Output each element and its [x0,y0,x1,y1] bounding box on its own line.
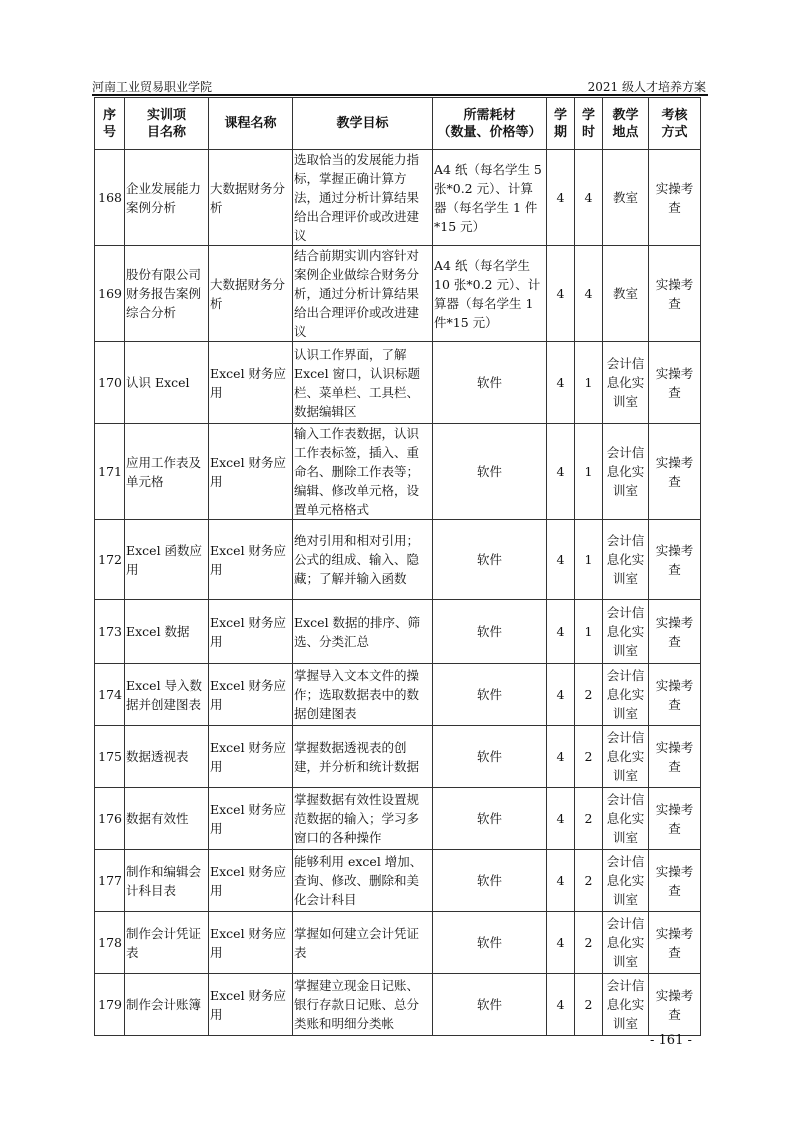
hours-cell: 2 [575,850,603,912]
hours-cell: 4 [575,246,603,342]
project-name-cell: Excel 导入数据并创建图表 [125,664,209,726]
hours-cell: 1 [575,342,603,424]
table-row [95,664,701,726]
table-row [95,342,701,424]
col-header-no: 序 号 [95,98,125,150]
table-header-row [95,98,701,150]
teaching-goal-cell: 结合前期实训内容针对案例企业做综合财务分析，通过分析计算结果给出合理评价或改进建议 [293,246,433,342]
place-cell: 会计信息化实训室 [603,424,649,520]
assessment-cell: 实操考查 [649,150,701,246]
project-name-cell: Excel 数据 [125,600,209,664]
col-header-course: 课程名称 [209,98,293,150]
place-cell: 会计信息化实训室 [603,974,649,1036]
hours-cell: 1 [575,600,603,664]
table-body [95,150,701,1036]
teaching-goal-cell: 认识工作界面，了解 Excel 窗口，认识标题栏、菜单栏、工具栏、数据编辑区 [293,342,433,424]
hours-cell: 1 [575,424,603,520]
row-number-cell: 171 [95,424,125,520]
col-header-term: 学 期 [547,98,575,150]
term-cell: 4 [547,520,575,600]
table-row [95,726,701,788]
place-cell: 会计信息化实训室 [603,912,649,974]
course-name-cell: Excel 财务应用 [209,974,293,1036]
table-row [95,520,701,600]
table-row [95,424,701,520]
term-cell: 4 [547,150,575,246]
table-row [95,850,701,912]
row-number-cell: 173 [95,600,125,664]
table-row [95,788,701,850]
table-row [95,246,701,342]
project-name-cell: 数据透视表 [125,726,209,788]
term-cell: 4 [547,912,575,974]
project-name-cell: 股份有限公司财务报告案例综合分析 [125,246,209,342]
col-header-materials: 所需耗材 （数量、价格等） [433,98,547,150]
place-cell: 会计信息化实训室 [603,788,649,850]
materials-cell: 软件 [433,664,547,726]
hours-cell: 2 [575,912,603,974]
term-cell: 4 [547,664,575,726]
assessment-cell: 实操考查 [649,726,701,788]
assessment-cell: 实操考查 [649,600,701,664]
place-cell: 教室 [603,150,649,246]
term-cell: 4 [547,726,575,788]
term-cell: 4 [547,788,575,850]
row-number-cell: 172 [95,520,125,600]
table-row [95,600,701,664]
course-name-cell: Excel 财务应用 [209,788,293,850]
table-row [95,912,701,974]
assessment-cell: 实操考查 [649,424,701,520]
materials-cell: 软件 [433,726,547,788]
row-number-cell: 174 [95,664,125,726]
row-number-cell: 179 [95,974,125,1036]
header-rule [92,94,708,96]
materials-cell: 软件 [433,424,547,520]
place-cell: 会计信息化实训室 [603,850,649,912]
materials-cell: 软件 [433,788,547,850]
row-number-cell: 176 [95,788,125,850]
col-header-hours: 学 时 [575,98,603,150]
row-number-cell: 169 [95,246,125,342]
term-cell: 4 [547,424,575,520]
hours-cell: 4 [575,150,603,246]
assessment-cell: 实操考查 [649,342,701,424]
place-cell: 教室 [603,246,649,342]
teaching-goal-cell: 掌握导入文本文件的操作；选取数据表中的数据创建图表 [293,664,433,726]
project-name-cell: Excel 函数应用 [125,520,209,600]
materials-cell: 软件 [433,342,547,424]
project-name-cell: 数据有效性 [125,788,209,850]
assessment-cell: 实操考查 [649,520,701,600]
assessment-cell: 实操考查 [649,974,701,1036]
table-row [95,150,701,246]
course-name-cell: Excel 财务应用 [209,850,293,912]
page-header [92,76,706,96]
materials-cell: A4 纸（每名学生 5 张*0.2 元）、计算器（每名学生 1 件*15 元） [433,150,547,246]
row-number-cell: 178 [95,912,125,974]
hours-cell: 1 [575,520,603,600]
hours-cell: 2 [575,788,603,850]
materials-cell: 软件 [433,974,547,1036]
document-title: 2021 级人才培养方案 [587,80,706,94]
course-name-cell: Excel 财务应用 [209,424,293,520]
training-table [94,97,701,1036]
project-name-cell: 制作会计账簿 [125,974,209,1036]
row-number-cell: 170 [95,342,125,424]
col-header-project: 实训项 目名称 [125,98,209,150]
teaching-goal-cell: 掌握建立现金日记账、银行存款日记账、总分类账和明细分类帐 [293,974,433,1036]
col-header-place: 教学 地点 [603,98,649,150]
course-name-cell: Excel 财务应用 [209,600,293,664]
course-name-cell: Excel 财务应用 [209,342,293,424]
teaching-goal-cell: 绝对引用和相对引用；公式的组成、输入、隐藏；了解并输入函数 [293,520,433,600]
assessment-cell: 实操考查 [649,912,701,974]
assessment-cell: 实操考查 [649,246,701,342]
materials-cell: 软件 [433,850,547,912]
term-cell: 4 [547,600,575,664]
term-cell: 4 [547,342,575,424]
hours-cell: 2 [575,726,603,788]
page-number: - 161 - [650,1033,692,1048]
place-cell: 会计信息化实训室 [603,600,649,664]
teaching-goal-cell: 掌握数据透视表的创建，并分析和统计数据 [293,726,433,788]
teaching-goal-cell: 选取恰当的发展能力指标，掌握正确计算方法，通过分析计算结果给出合理评价或改进建议 [293,150,433,246]
table-row [95,974,701,1036]
assessment-cell: 实操考查 [649,788,701,850]
place-cell: 会计信息化实训室 [603,726,649,788]
project-name-cell: 认识 Excel [125,342,209,424]
term-cell: 4 [547,974,575,1036]
course-name-cell: 大数据财务分析 [209,150,293,246]
teaching-goal-cell: 能够利用 excel 增加、查询、修改、删除和美化会计科目 [293,850,433,912]
teaching-goal-cell: 掌握数据有效性设置规范数据的输入；学习多窗口的各种操作 [293,788,433,850]
materials-cell: 软件 [433,912,547,974]
teaching-goal-cell: 掌握如何建立会计凭证表 [293,912,433,974]
hours-cell: 2 [575,664,603,726]
assessment-cell: 实操考查 [649,664,701,726]
col-header-goal: 教学目标 [293,98,433,150]
teaching-goal-cell: Excel 数据的排序、筛选、分类汇总 [293,600,433,664]
place-cell: 会计信息化实训室 [603,520,649,600]
row-number-cell: 168 [95,150,125,246]
course-name-cell: Excel 财务应用 [209,912,293,974]
row-number-cell: 177 [95,850,125,912]
place-cell: 会计信息化实训室 [603,664,649,726]
materials-cell: A4 纸（每名学生 10 张*0.2 元）、计算器（每名学生 1 件*15 元） [433,246,547,342]
course-name-cell: 大数据财务分析 [209,246,293,342]
term-cell: 4 [547,850,575,912]
term-cell: 4 [547,246,575,342]
materials-cell: 软件 [433,600,547,664]
hours-cell: 2 [575,974,603,1036]
project-name-cell: 制作会计凭证表 [125,912,209,974]
assessment-cell: 实操考查 [649,850,701,912]
project-name-cell: 应用工作表及单元格 [125,424,209,520]
place-cell: 会计信息化实训室 [603,342,649,424]
course-name-cell: Excel 财务应用 [209,520,293,600]
project-name-cell: 企业发展能力案例分析 [125,150,209,246]
course-name-cell: Excel 财务应用 [209,726,293,788]
school-name: 河南工业贸易职业学院 [92,80,213,94]
course-name-cell: Excel 财务应用 [209,664,293,726]
teaching-goal-cell: 输入工作表数据，认识工作表标签，插入、重命名、删除工作表等；编辑、修改单元格，设置单元格格式 [293,424,433,520]
project-name-cell: 制作和编辑会计科目表 [125,850,209,912]
row-number-cell: 175 [95,726,125,788]
materials-cell: 软件 [433,520,547,600]
col-header-assess: 考核 方式 [649,98,701,150]
